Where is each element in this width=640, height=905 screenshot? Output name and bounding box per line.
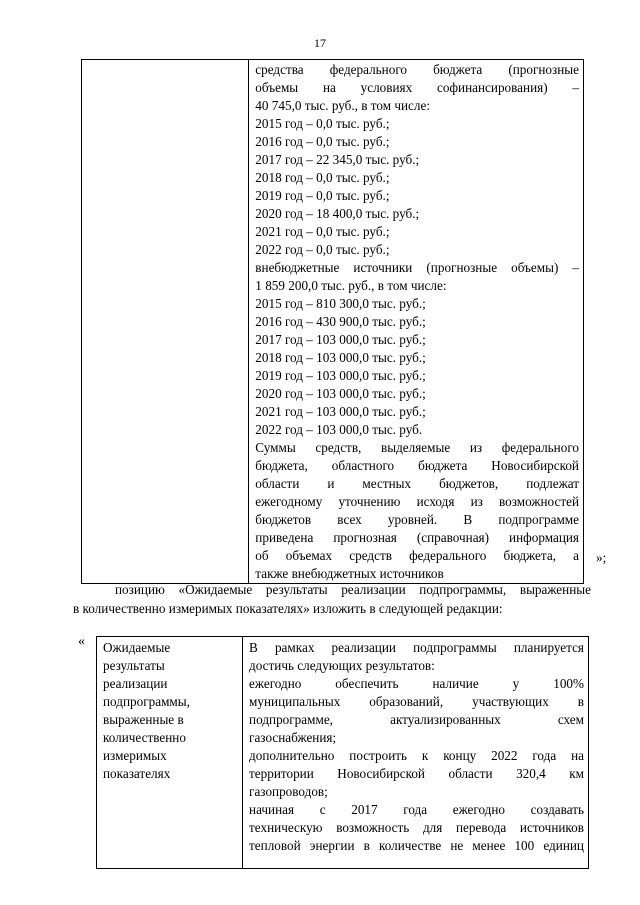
text-line: 2017 год – 103 000,0 тыс. руб.; [255,332,426,347]
text-line: В рамках реализации подпрограммы планируется [249,640,584,655]
table-row [97,637,589,869]
text-line: территории Новосибирской области 320,4 км [249,766,584,781]
text-line: 2018 год – 0,0 тыс. руб.; [255,170,390,185]
text-line: 2020 год – 18 400,0 тыс. руб.; [255,206,420,221]
text-line: подпрограмме, актуализированных схем [249,712,584,727]
text-line: 2021 год – 0,0 тыс. руб.; [255,224,390,239]
text-line: выраженные в [103,712,184,727]
text-line: 2020 год – 103 000,0 тыс. руб.; [255,386,426,401]
empty-label-cell [82,60,249,584]
text-line: средства федерального бюджета (прогнозные [255,62,579,77]
text-line: 2016 год – 430 900,0 тыс. руб.; [255,314,426,329]
text-line: дополнительно построить к концу 2022 года на [249,748,584,763]
instruction-paragraph [73,580,591,618]
text-line: реализации [103,676,168,691]
text-line: газопроводов; [249,784,328,799]
text-line: измеримых [103,748,167,763]
text-line: начиная с 2017 года ежегодно создавать [249,802,584,817]
text-line: муниципальных образований, участвующих в [249,694,584,709]
paragraph-line: в количественно измеримых показателях» изложить в следующей редакции: [73,601,503,616]
funding-text [255,61,579,583]
text-line: 2015 год – 810 300,0 тыс. руб.; [255,296,426,311]
text-line: объемы на условиях софинансирования) – [255,80,579,95]
text-line: 2019 год – 0,0 тыс. руб.; [255,188,390,203]
page-number: 17 [314,36,326,50]
text-line: показателях [103,766,171,781]
text-line: также внебюджетных источников [255,566,444,581]
results-content-text [249,639,584,855]
results-label-text [103,639,238,783]
funding-table [81,59,584,584]
text-line: ежегодному уточнению исходя из возможностей [255,494,579,509]
closing-quote-mark: »; [596,550,607,565]
text-line: области и местных бюджетов, подлежат [255,476,579,491]
opening-quote-mark: « [78,634,85,649]
text-line: ежегодно обеспечить наличие у 100% [249,676,584,691]
text-line: Ожидаемые [103,640,171,655]
text-line: 2017 год – 22 345,0 тыс. руб.; [255,152,420,167]
text-line: приведена прогнозная (справочная) информация [255,530,579,545]
text-line: 2015 год – 0,0 тыс. руб.; [255,116,390,131]
text-line: 2021 год – 103 000,0 тыс. руб.; [255,404,426,419]
text-line: количественно [103,730,186,745]
text-line: бюджетов всех уровней. В подпрограмме [255,512,579,527]
text-line: об объемах средств федерального бюджета, а [255,548,579,563]
text-line: результаты [103,658,165,673]
text-line: 2018 год – 103 000,0 тыс. руб.; [255,350,426,365]
text-line: достичь следующих результатов: [249,658,435,673]
text-line: бюджета, областного бюджета Новосибирской [255,458,579,473]
text-line: 2016 год – 0,0 тыс. руб.; [255,134,390,149]
text-line: 2022 год – 0,0 тыс. руб.; [255,242,390,257]
text-line: Суммы средств, выделяемые из федерального [255,440,579,455]
text-line: техническую возможность для перевода источников [249,820,584,835]
text-line: тепловой энергии в количестве не менее 100 единиц [249,838,584,853]
results-label-cell [97,637,243,869]
text-line: 2019 год – 103 000,0 тыс. руб.; [255,368,426,383]
funding-details-cell [249,60,584,584]
text-line: 40 745,0 тыс. руб., в том числе: [255,98,430,113]
text-line: 2022 год – 103 000,0 тыс. руб. [255,422,423,437]
text-line: 1 859 200,0 тыс. руб., в том числе: [255,278,447,293]
results-table [96,636,589,869]
paragraph-line: позицию «Ожидаемые результаты реализации подпрограммы, выраженные [115,582,591,597]
text-line: подпрограммы, [103,694,190,709]
text-line: внебюджетные источники (прогнозные объемы) – [255,260,579,275]
results-content-cell [243,637,589,869]
text-line: газоснабжения; [249,730,337,745]
table-row [82,60,584,584]
